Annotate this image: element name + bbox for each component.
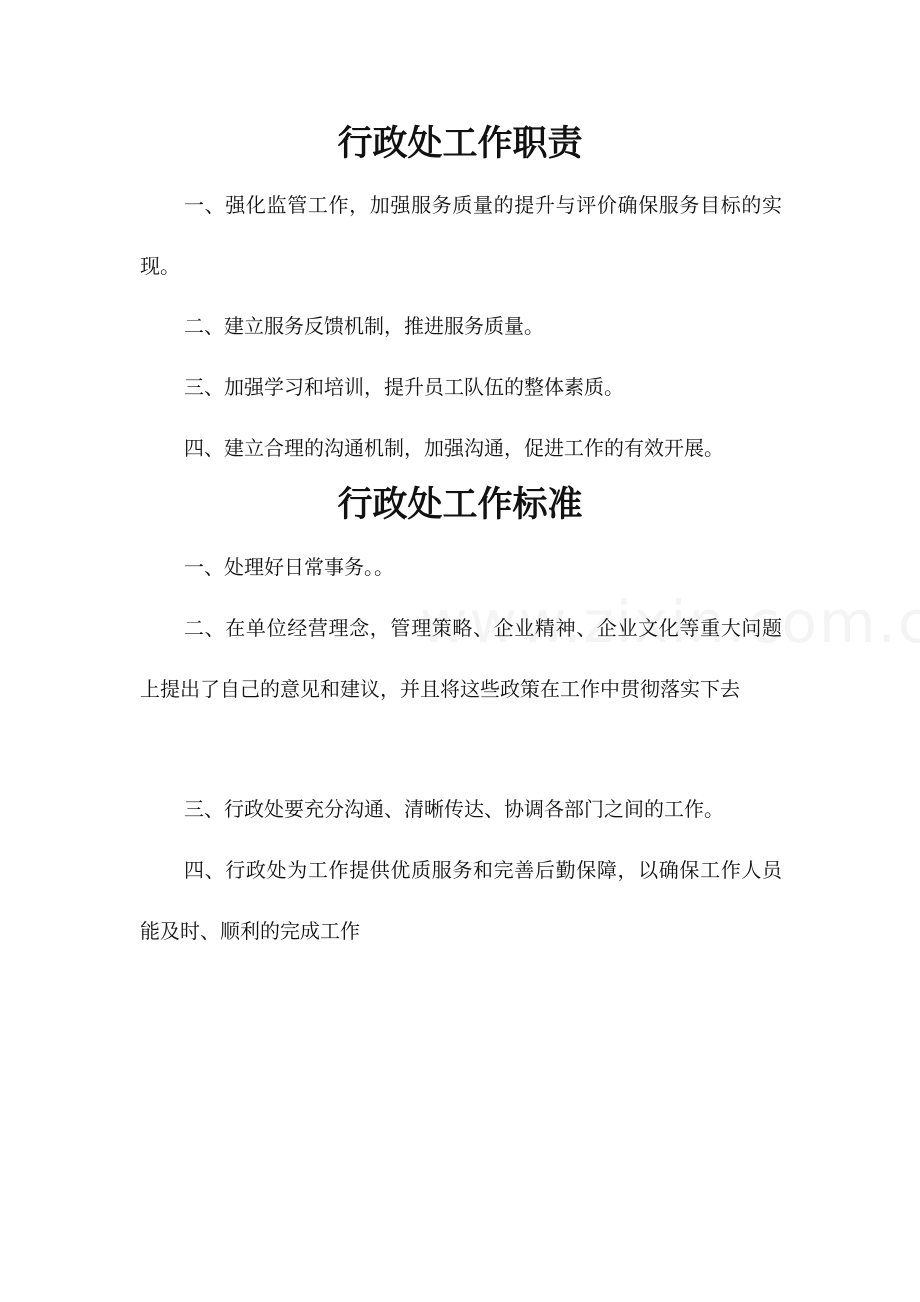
duties-paragraph-4: 四、建立合理的沟通机制，加强沟通，促进工作的有效开展。 (184, 436, 724, 460)
standards-paragraph-2: 二、在单位经营理念，管理策略、企业精神、企业文化等重大问题上提出了自己的意见和建议，并且将这些政策在工作中贯彻落实下去 (140, 616, 782, 701)
standards-paragraph-1: 一、处理好日常事务。。 (184, 555, 394, 579)
duties-paragraph-3: 三、加强学习和培训，提升员工队伍的整体素质。 (184, 375, 624, 399)
duties-paragraph-1: 一、强化监管工作，加强服务质量的提升与评价确保服务目标的实现。 (140, 193, 782, 278)
standards-paragraph-3: 三、行政处要充分沟通、清晰传达、协调各部门之间的工作。 (184, 797, 724, 821)
duties-paragraph-2: 二、建立服务反馈机制，推进服务质量。 (184, 314, 544, 338)
section-title-duties: 行政处工作职责 (337, 123, 583, 164)
standards-paragraph-4: 四、行政处为工作提供优质服务和完善后勤保障，以确保工作人员能及时、顺利的完成工作 (140, 858, 782, 943)
section-title-standards: 行政处工作标准 (337, 484, 583, 525)
